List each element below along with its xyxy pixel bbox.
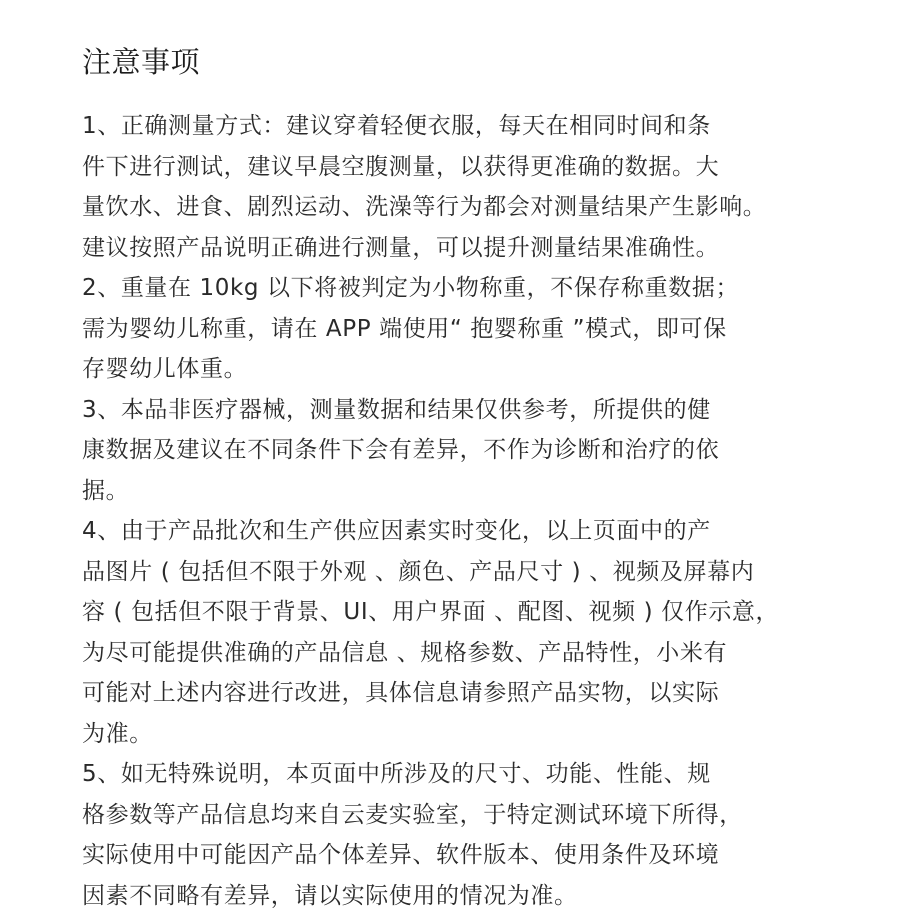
- note-line: 格参数等产品信息均来自云麦实验室，于特定测试环境下所得，: [82, 795, 860, 836]
- note-line: 实际使用中可能因产品个体差异、软件版本、使用条件及环境: [82, 835, 860, 876]
- note-line: 因素不同略有差异，请以实际使用的情况为准。: [82, 876, 860, 916]
- note-line: 可能对上述内容进行改进，具体信息请参照产品实物，以实际: [82, 673, 860, 714]
- note-line: 建议按照产品说明正确进行测量，可以提升测量结果准确性。: [82, 228, 860, 269]
- note-item: [82, 511, 860, 754]
- note-line: 为准。: [82, 714, 860, 755]
- note-item: [82, 390, 860, 512]
- note-line: 量饮水、进食、剧烈运动、洗澡等行为都会对测量结果产生影响。: [82, 187, 860, 228]
- notes-list: [82, 106, 860, 916]
- note-line: 康数据及建议在不同条件下会有差异，不作为诊断和治疗的依: [82, 430, 860, 471]
- page-title: 注意事项: [82, 42, 860, 82]
- note-line: 2、重量在 10kg 以下将被判定为小物称重，不保存称重数据；: [82, 268, 860, 309]
- note-line: 5、如无特殊说明，本页面中所涉及的尺寸、功能、性能、规: [82, 754, 860, 795]
- note-line: 容 ( 包括但不限于背景、UI、用户界面 、配图、视频 ) 仅作示意，: [82, 592, 860, 633]
- note-line: 4、由于产品批次和生产供应因素实时变化，以上页面中的产: [82, 511, 860, 552]
- note-item: [82, 754, 860, 916]
- note-line: 为尽可能提供准确的产品信息 、规格参数、产品特性，小米有: [82, 633, 860, 674]
- note-item: [82, 106, 860, 268]
- note-line: 存婴幼儿体重。: [82, 349, 860, 390]
- note-line: 件下进行测试，建议早晨空腹测量，以获得更准确的数据。大: [82, 147, 860, 188]
- note-item: [82, 268, 860, 390]
- note-line: 据。: [82, 471, 860, 512]
- note-line: 1、正确测量方式：建议穿着轻便衣服，每天在相同时间和条: [82, 106, 860, 147]
- note-line: 3、本品非医疗器械，测量数据和结果仅供参考，所提供的健: [82, 390, 860, 431]
- note-line: 需为婴幼儿称重，请在 APP 端使用“ 抱婴称重 ”模式，即可保: [82, 309, 860, 350]
- note-line: 品图片 ( 包括但不限于外观 、颜色、产品尺寸 ) 、视频及屏幕内: [82, 552, 860, 593]
